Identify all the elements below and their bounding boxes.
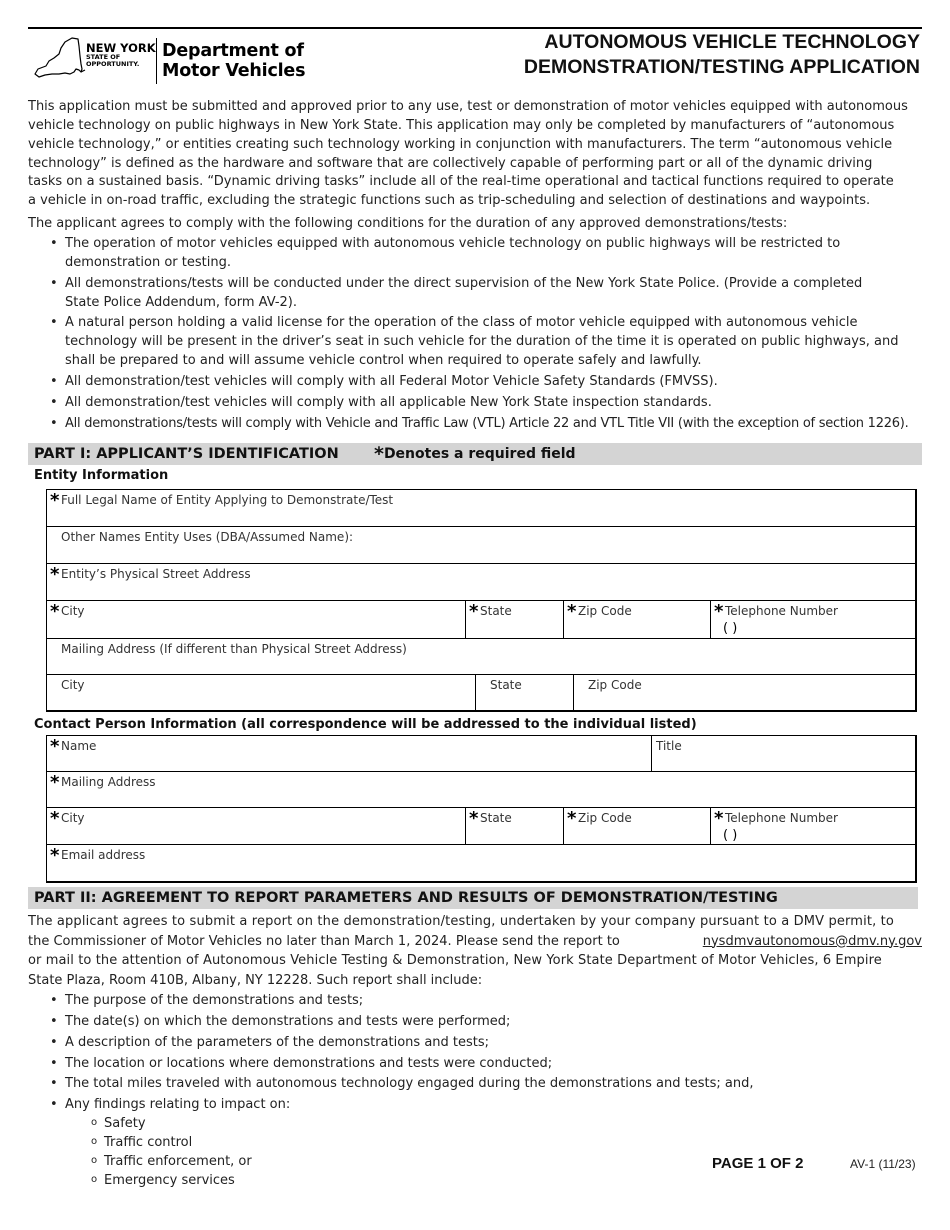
contact-telephone-field[interactable]: * Telephone Number ( ): [710, 808, 915, 844]
contact-state-field[interactable]: * State: [465, 808, 563, 844]
required-field-note: *Denotes a required field: [374, 443, 576, 465]
telephone-field[interactable]: * Telephone Number ( ): [710, 601, 915, 638]
contact-zip-code-field[interactable]: * Zip Code: [563, 808, 710, 844]
contact-email-field[interactable]: * Email address: [50, 845, 146, 866]
mailing-zip-code-field[interactable]: Zip Code: [573, 675, 915, 710]
contact-mailing-address-field[interactable]: * Mailing Address: [47, 772, 915, 808]
mailing-state-field[interactable]: State: [475, 675, 573, 710]
entity-city-state-zip-row: [47, 601, 915, 639]
top-rule: [28, 27, 922, 29]
logo-divider: [156, 38, 157, 84]
list-item: • All demonstration/test vehicles will comply with all applicable New York State inspection standards.: [48, 394, 922, 413]
full-legal-name-field[interactable]: * Full Legal Name of Entity Applying to Demonstrate/Test: [47, 490, 915, 527]
agreement-statement: The applicant agrees to comply with the following conditions for the duration of any approved demonstrations/tests:: [28, 216, 788, 231]
list-item: • The operation of motor vehicles equipped with autonomous vehicle technology on public highways will be restricted to demonstration or testing.: [48, 235, 922, 273]
entity-information-heading: Entity Information: [34, 468, 169, 483]
list-item: • All demonstration/test vehicles will comply with all Federal Motor Vehicle Safety Standards (FMVSS).: [48, 373, 922, 392]
physical-address-field[interactable]: * Entity’s Physical Street Address: [47, 564, 915, 601]
contact-name-field[interactable]: * Name: [50, 736, 97, 757]
intro-paragraph: This application must be submitted and approved prior to any use, test or demonstration of motor vehicles equipped with autonomous vehicle technology on public highways in New York State. This application may only be completed by manufacturers of “autonomous vehicle technology,” or entities creating such technology working in conjunction with manufacturers. The term “autonomous vehicle technology” is defined as the hardware and software that are collectively capable of performing part or all of the dynamic driving tasks on a sustained basis. “Dynamic driving tasks” include all of the real-time operational and tactical functions required to operate a vehicle in on-road traffic, excluding the strategic functions such as trip-scheduling and selection of destinations and waypoints.: [28, 99, 908, 209]
state-field[interactable]: * State: [465, 601, 563, 638]
contact-city-state-zip-row: [47, 808, 915, 845]
contact-name-title-row: [47, 736, 915, 772]
list-item: • The date(s) on which the demonstrations and tests were performed;: [48, 1013, 922, 1032]
form-title: AUTONOMOUS VEHICLE TECHNOLOGY DEMONSTRATION/TESTING APPLICATION: [523, 31, 920, 78]
page-number: PAGE 1 OF 2: [712, 1155, 804, 1172]
mailing-city-state-zip-row: [47, 675, 915, 710]
part2-line-with-email: the Commissioner of Motor Vehicles no later than March 1, 2024. Please send the report to nysdmvautonomous@dmv.ny.gov: [28, 932, 922, 952]
list-item: • All demonstrations/tests will comply with Vehicle and Traffic Law (VTL) Article 22 and VTL Title VII (with the exception of section 1226).: [48, 415, 922, 434]
nys-dmv-logo: [32, 36, 312, 86]
report-email-link[interactable]: nysdmvautonomous@dmv.ny.gov: [702, 933, 922, 949]
list-item: • The purpose of the demonstrations and tests;: [48, 992, 922, 1011]
entity-information-form: [46, 489, 917, 712]
sub-list-item: o Traffic enforcement, or: [91, 1153, 922, 1172]
sub-list-item: o Emergency services: [91, 1172, 922, 1191]
contact-information-form: [46, 735, 917, 883]
part2-paragraph: The applicant agrees to submit a report on the demonstration/testing, undertaken by your company pursuant to a DMV permit, to the Commissioner of Motor Vehicles no later than March 1, 2024. Please send the report to nysdmvautonomous@dmv.ny.gov or mail to the attention of Autonomous Vehicle Testing & Demonstration, New York State Department of Motor Vehicles, 6 Empire State Plaza, Room 410B, Albany, NY 12228. Such report shall include:: [28, 914, 922, 988]
contact-title-field[interactable]: Title: [651, 736, 915, 771]
list-item: • Any findings relating to impact on: o Safety o Traffic control o Traffic enforcement, or o Emergency services: [48, 1096, 922, 1190]
mailing-address-field[interactable]: Mailing Address (If different than Physical Street Address): [47, 639, 915, 675]
sub-list-item: o Safety: [91, 1115, 922, 1134]
contact-information-heading: Contact Person Information (all correspondence will be addressed to the individual listed): [34, 717, 697, 732]
list-item: • A natural person holding a valid license for the operation of the class of motor vehicle equipped with autonomous vehicle technology will be present in the driver’s seat in such vehicle for the duration of the time it is operated on public highways, and shall be prepared to and will assume vehicle control when required to operate safely and lawfully.: [48, 314, 922, 371]
logo-state-text: NEW YORK STATE OF OPPORTUNITY.: [86, 41, 156, 69]
mailing-city-field[interactable]: City: [61, 678, 85, 692]
contact-city-field[interactable]: * City: [50, 808, 85, 829]
list-item: • The location or locations where demonstrations and tests were conducted;: [48, 1055, 922, 1074]
logo-department-text: Department of Motor Vehicles: [162, 41, 306, 81]
other-names-field[interactable]: Other Names Entity Uses (DBA/Assumed Name):: [47, 527, 915, 564]
part1-header: PART I: APPLICANT’S IDENTIFICATION *Denotes a required field: [28, 443, 922, 465]
list-item: • All demonstrations/tests will be conducted under the direct supervision of the New York State Police. (Provide a completed State Police Addendum, form AV-2).: [48, 275, 922, 313]
conditions-list: [28, 233, 922, 435]
form-code: AV-1 (11/23): [850, 1157, 916, 1171]
part2-header: PART II: AGREEMENT TO REPORT PARAMETERS AND RESULTS OF DEMONSTRATION/TESTING: [28, 887, 918, 909]
list-item: • The total miles traveled with autonomous technology engaged during the demonstrations and tests; and,: [48, 1075, 922, 1094]
sub-list-item: o Traffic control: [91, 1134, 922, 1153]
zip-code-field[interactable]: * Zip Code: [563, 601, 710, 638]
city-field[interactable]: * City: [50, 601, 85, 622]
list-item: • A description of the parameters of the demonstrations and tests;: [48, 1034, 922, 1053]
new-york-state-outline-icon: [32, 36, 86, 80]
